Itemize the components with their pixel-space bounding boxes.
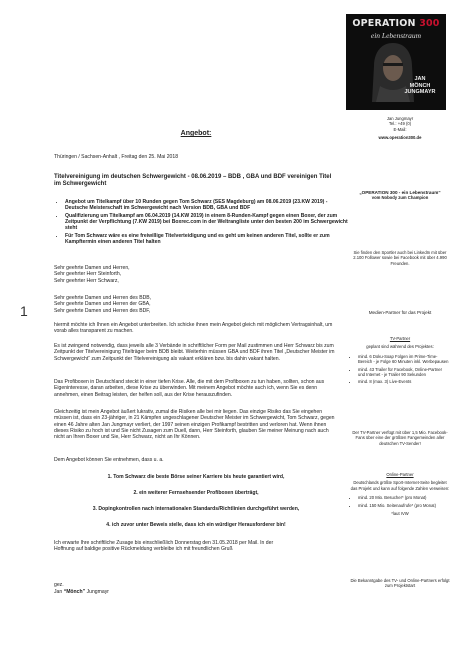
online-partner-block: Online-Partner Deutschlands größte Sport-Internet-Seite begleitet das Projekt und kann auf folgende Zahlen verweisen: • mind. 20 Mio. Besucher* (pro Monat) • mind. 150 Mio. Seitenaufrufe* (pro Monat) *laut IVW bbox=[350, 472, 450, 516]
paragraph-risk: Gleichzeitig ist mein Angebot äußert lukrativ, zumal die Risiken alle bei mir liegen. Das einzige Risiko das Sie eingehen müssen ist, dass ein 23-jähriger, in 21 Kämpfen ungeschlagener Deutscher Meister im Schwergewicht, Tom Schwarz, gegen einen 46 Jahre alten Jan Jungmayr verliert, der 1997 seinen einzigen Profikampf bestritten und verloren hat. Wenn ihnen dieses Risiko zu hoch ist und Sie nicht Zusagen zum Duell, dann, Herr Steinforth, glauben Sie meiner Meinung nach auch nicht an Ihren Boxer und Sie, Herr Schwarz, nicht an Ihr Können. bbox=[54, 409, 335, 441]
partners-heading: Medien-Partner für das Projekt bbox=[368, 310, 432, 315]
logo-subtitle: ein Lebenstraum bbox=[370, 31, 422, 40]
salutation-block-1: Sehr geehrte Damen und Herren, Sehr geehrter Herr Steinforth, Sehr geehrter Herr Schwarz, bbox=[54, 265, 130, 284]
offer-bullet: • Qualifizierung um Titelkampf am 06.04.2019 (14.KW 2019) in einem 8-Runden-Kampf gegen einen Boxer, der zum Zeitpunkt der Verpflichtung (7.KW 2019) bei Boxrec.com in der Weltrangliste unter den besten 200 im Schwergewicht steht bbox=[65, 213, 349, 232]
dateline: Thüringen / Sachsen-Anhalt , Freitag den 25. Mai 2018 bbox=[54, 154, 179, 160]
online-items bbox=[350, 495, 450, 508]
website-link[interactable]: www.operation300.de bbox=[378, 135, 422, 141]
tv-item: • mind. 8 (max. 3) Live-Events bbox=[358, 379, 450, 384]
letter-heading: Angebot: bbox=[180, 130, 212, 137]
tv-heading: TV-Partner bbox=[389, 336, 411, 341]
project-subtitle: vom Nobody zum Champion bbox=[371, 195, 429, 201]
tv-items bbox=[350, 354, 450, 385]
salutation-block-2: Sehr geehrte Damen und Herren des BDB, Sehr geehrte Damen und Herren der GBA, Sehr geehrte Damen und Herren des BDF, bbox=[54, 295, 152, 314]
operation-300-logo bbox=[346, 14, 446, 110]
project-block bbox=[350, 190, 450, 201]
offer-point-1: 1. Tom Schwarz die beste Börse seiner Karriere bis heute garantiert wird, bbox=[107, 474, 285, 480]
online-heading: Online-Partner bbox=[386, 472, 414, 477]
logo-brand: OPERATION 300 bbox=[352, 18, 440, 29]
project-title: „OPERATION 300 - ein Lebenstraum“ bbox=[359, 190, 441, 195]
offer-bullets bbox=[54, 199, 349, 247]
paragraph-offer-lead: Dem Angebot können Sie entnehmen, dass u. a. bbox=[54, 457, 164, 463]
signature: Jan “Mönch” Jungmayr bbox=[54, 589, 109, 595]
social-text: Sie finden den Sportler auch bei LinkedIn mit über 2.100 Follower sowie bei Facebook mit über 4.990 Freunden. bbox=[353, 250, 447, 266]
tv-reach-text: Der TV-Partner verfügt mit über 1,5 Mio. Facebook-Fans über eine der größten Fangemeinden aller deutschen TV-Sender! bbox=[352, 430, 448, 446]
tv-partner-block: TV-Partner geplant sind während des Projektes: • mind. 6 Doku-Soap Folgen im Prime-Time-Bereich - je Folge 60 Minuten inkl. Werbepausen • mind. 43 Trailer für Facebook, Online-Partner und Internet - je Trailer 90 Sekunden • mind. 8 (max. 3) Live-Events bbox=[350, 336, 450, 387]
online-item: • mind. 150 Mio. Seitenaufrufe* (pro Monat) bbox=[358, 503, 450, 508]
logo-brand-number: 300 bbox=[419, 18, 440, 29]
tv-item: • mind. 6 Doku-Soap Folgen im Prime-Time-Bereich - je Folge 60 Minuten inkl. Werbepausen bbox=[358, 354, 450, 365]
online-note: *laut IVW bbox=[391, 511, 409, 517]
offer-bullet: • Angebot um Titelkampf über 10 Runden gegen Tom Schwarz (SES Magdeburg) am 08.06.2019 (23.KW 2019) - Deutsche Meisterschaft im Schwergewicht nach Version BDB, GBA und BDF bbox=[65, 199, 349, 212]
tv-item: • mind. 43 Trailer für Facebook, Online-Partner und Internet - je Trailer 90 Sekunden bbox=[358, 367, 450, 378]
closing: gez. bbox=[54, 582, 64, 588]
contact-block: Jan Jungmayr Tel.: +49 (0) E-Mail: www.operation300.de bbox=[350, 116, 450, 141]
offer-point-4: 4. ich zuvor unter Beweis stelle, dass ich ein würdiger Herausforderer bin! bbox=[106, 522, 286, 528]
sidebar-footer: Die Bekanntgabe des TV- und Online-Partners erfolgt zum Projektstart bbox=[350, 578, 450, 589]
paragraph-conditions: Es ist zwingend notwendig, dass jeweils alle 3 Verbände in schriftlicher Form per Mail zustimmen und Herr Schwarz bis zum Zeitpunkt der Titelvereinigung Titelträger beim BDB bleibt. Weiterhin müssen GBA und BDF ihren Titel „Deutscher Meister im Schwergewicht“ zum Zeitpunkt der Titelvereinigung als vakant erklären bzw. bis dahin vakant halten. bbox=[54, 343, 335, 362]
page-number: 1 bbox=[20, 303, 28, 319]
offer-point-3: 3. Dopingkontrollen nach internationalen Standards/Richtlinien durchgeführt werden, bbox=[92, 506, 300, 512]
logo-name: JAN MÖNCH JUNGMAYR bbox=[404, 76, 436, 95]
letter-title: Titelvereinigung im deutschen Schwergewicht - 08.06.2019 – BDB , GBA und BDF vereinigen Titel im Schwergewicht bbox=[54, 174, 332, 188]
online-item: • mind. 20 Mio. Besucher* (pro Monat) bbox=[358, 495, 450, 500]
offer-bullet: • Für Tom Schwarz wäre es eine freiwillige Titelverteidigung und es geht um keinen anderen Titel, sollte er zum Kampftermin einen anderen Titel halten bbox=[65, 233, 349, 246]
paragraph-deadline: Ich erwarte Ihre schriftliche Zusage bis einschließlich Donnerstag den 31.05.2018 per Mail. In der Hoffnung auf baldige positive Rückmeldung verbleibe ich mit freundlichen Gruß bbox=[54, 540, 274, 553]
paragraph-crisis: Das Profiboxen in Deutschland steckt in einer tiefen Krise. Alle, die mit dem Profiboxen zu tun haben, sollten, schon aus Eigeninteresse, daran arbeiten, diese Krise zu überwinden. Mit meinem Angebot möchte auch ich, wenn Sie es denn annehmen, einen Beitrag leisten, der helfen soll, aus der Krise herauszufinden. bbox=[54, 379, 325, 398]
paragraph-intro: hiermit möchte ich Ihnen ein Angebot unterbreiten. Ich schicke ihnen mein Angebot gleich mit möglichem Vertragsinhalt, um vorab alles transparent zu machen. bbox=[54, 322, 333, 335]
offer-point-2: 2. ein weiterer Fernsehsender Profiboxen überträgt, bbox=[133, 490, 259, 496]
